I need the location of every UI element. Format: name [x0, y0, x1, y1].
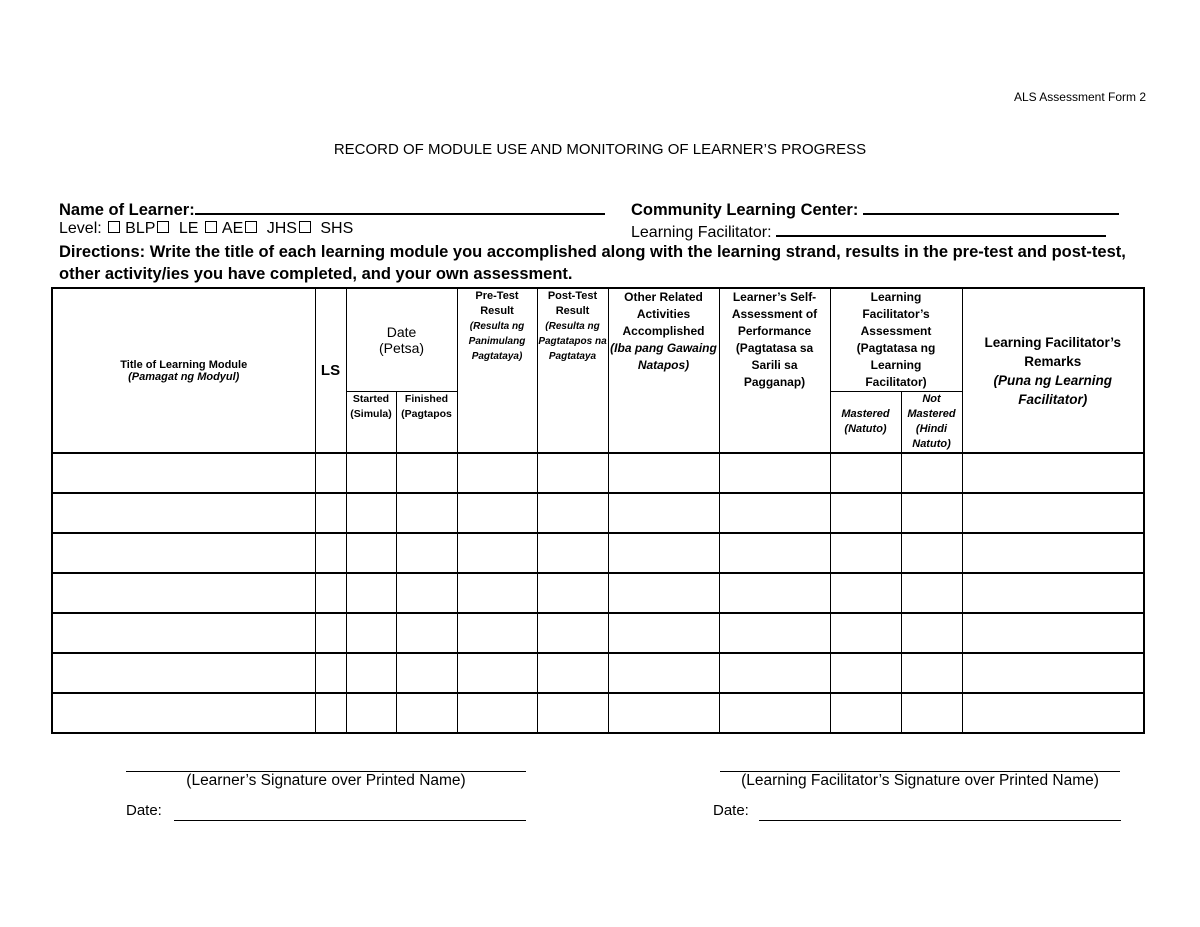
- facilitator-date-line[interactable]: [759, 820, 1121, 821]
- header-date-sub: (Petsa): [378, 340, 425, 356]
- header-other: [608, 288, 719, 453]
- cell-other[interactable]: [608, 653, 719, 693]
- level-option-shs: SHS: [320, 220, 354, 237]
- cell-started[interactable]: [346, 453, 396, 493]
- cell-pretest[interactable]: [457, 573, 537, 613]
- level-checkbox-le[interactable]: [157, 221, 169, 233]
- cell-started[interactable]: [346, 653, 396, 693]
- cell-title[interactable]: [52, 573, 315, 613]
- cell-posttest[interactable]: [537, 653, 608, 693]
- header-pretest-label: Pre-Test Result: [475, 290, 519, 317]
- header-finished-label: Finished: [404, 393, 449, 405]
- cell-posttest[interactable]: [537, 693, 608, 733]
- cell-ls[interactable]: [315, 653, 346, 693]
- cell-title[interactable]: [52, 693, 315, 733]
- cell-mastered[interactable]: [830, 533, 901, 573]
- level-option-blp: BLP: [125, 220, 156, 237]
- table-body: [52, 453, 1144, 733]
- cell-not-mastered[interactable]: [901, 533, 962, 573]
- cell-not-mastered[interactable]: [901, 653, 962, 693]
- header-self-label: Learner’s Self-Assessment of Performance: [731, 290, 818, 338]
- header-other-label: Other Related Activities Accomplished: [622, 290, 705, 338]
- cell-ls[interactable]: [315, 693, 346, 733]
- cell-remarks[interactable]: [962, 613, 1144, 653]
- header-started-label: Started: [352, 393, 390, 405]
- cell-pretest[interactable]: [457, 493, 537, 533]
- header-row: [52, 288, 1144, 392]
- cell-not-mastered[interactable]: [901, 493, 962, 533]
- level-checkbox-jhs[interactable]: [245, 221, 257, 233]
- header-mastered-label: Mastered: [841, 408, 890, 420]
- cell-ls[interactable]: [315, 613, 346, 653]
- cell-ls[interactable]: [315, 453, 346, 493]
- header-finished-sub: (Pagtapos: [401, 408, 452, 420]
- facilitator-label: Learning Facilitator:: [631, 224, 772, 241]
- cell-mastered[interactable]: [830, 453, 901, 493]
- cell-title[interactable]: [52, 493, 315, 533]
- header-self: [719, 288, 830, 453]
- header-remarks-label: Learning Facilitator’s Remarks: [984, 334, 1122, 369]
- cell-not-mastered[interactable]: [901, 613, 962, 653]
- cell-pretest[interactable]: [457, 613, 537, 653]
- cell-remarks[interactable]: [962, 533, 1144, 573]
- cell-remarks[interactable]: [962, 653, 1144, 693]
- cell-posttest[interactable]: [537, 493, 608, 533]
- table-row: [52, 533, 1144, 573]
- header-title-sub: (Pamagat ng Modyul): [128, 370, 240, 383]
- header-self-sub: (Pagtatasa sa Sarili sa Pagganap): [735, 341, 814, 389]
- level-checkbox-blp[interactable]: [108, 221, 120, 233]
- cell-pretest[interactable]: [457, 533, 537, 573]
- header-ls: LS: [315, 288, 346, 453]
- table-row: [52, 453, 1144, 493]
- header-not-mastered: [901, 392, 962, 454]
- cell-other[interactable]: [608, 613, 719, 653]
- cell-title[interactable]: [52, 613, 315, 653]
- level-label: Level:: [59, 220, 102, 237]
- cell-posttest[interactable]: [537, 573, 608, 613]
- form-number: ALS Assessment Form 2: [1013, 90, 1146, 104]
- cell-self[interactable]: [719, 453, 830, 493]
- header-not-mastered-label: Not Mastered: [907, 393, 956, 420]
- cell-self[interactable]: [719, 613, 830, 653]
- cell-remarks[interactable]: [962, 693, 1144, 733]
- cell-posttest[interactable]: [537, 613, 608, 653]
- cell-remarks[interactable]: [962, 493, 1144, 533]
- clc-row: [631, 198, 1119, 220]
- name-label: Name of Learner:: [59, 201, 195, 219]
- header-posttest-sub: (Resulta ng Pagtatapos na Pagtataya: [538, 321, 607, 362]
- cell-ls[interactable]: [315, 533, 346, 573]
- cell-other[interactable]: [608, 693, 719, 733]
- table-row: [52, 653, 1144, 693]
- cell-started[interactable]: [346, 573, 396, 613]
- clc-field[interactable]: [863, 198, 1119, 215]
- header-date-label: Date: [386, 324, 417, 340]
- cell-finished[interactable]: [396, 653, 457, 693]
- facilitator-field[interactable]: [776, 220, 1106, 237]
- header-facilitator-label: Learning Facilitator’s Assessment: [860, 290, 932, 338]
- cell-not-mastered[interactable]: [901, 453, 962, 493]
- header-pretest-sub: (Resulta ng Panimulang Pagtataya): [468, 321, 526, 362]
- cell-not-mastered[interactable]: [901, 693, 962, 733]
- table-row: [52, 493, 1144, 533]
- facilitator-signature-label: (Learning Facilitator’s Signature over Printed Name): [741, 772, 1099, 789]
- cell-other[interactable]: [608, 573, 719, 613]
- cell-mastered[interactable]: [830, 573, 901, 613]
- cell-finished[interactable]: [396, 493, 457, 533]
- cell-mastered[interactable]: [830, 693, 901, 733]
- cell-remarks[interactable]: [962, 453, 1144, 493]
- cell-pretest[interactable]: [457, 693, 537, 733]
- cell-not-mastered[interactable]: [901, 573, 962, 613]
- learner-signature-label: (Learner’s Signature over Printed Name): [186, 772, 466, 789]
- level-row: [59, 220, 353, 238]
- cell-mastered[interactable]: [830, 493, 901, 533]
- header-remarks-sub: (Puna ng Learning Facilitator): [993, 372, 1112, 407]
- cell-pretest[interactable]: [457, 653, 537, 693]
- cell-mastered[interactable]: [830, 653, 901, 693]
- header-posttest: [537, 288, 608, 453]
- directions: Directions: Write the title of each learning module you accomplished along with the learning strand, results in the pre-test and post-test, other activity/ies you have completed, and your own assessment.: [59, 243, 1126, 283]
- level-option-le: LE: [178, 220, 199, 237]
- facilitator-date-label: Date:: [713, 802, 749, 819]
- page-title: RECORD OF MODULE USE AND MONITORING OF LEARNER’S PROGRESS: [333, 141, 867, 158]
- name-row: [59, 198, 605, 220]
- cell-ls[interactable]: [315, 573, 346, 613]
- cell-self[interactable]: [719, 533, 830, 573]
- level-checkbox-ae[interactable]: [205, 221, 217, 233]
- header-mastered: [830, 392, 901, 454]
- cell-self[interactable]: [719, 493, 830, 533]
- header-facilitator: [830, 288, 962, 392]
- header-started-sub: (Simula): [350, 408, 392, 420]
- name-field[interactable]: [195, 198, 605, 215]
- table-row: [52, 693, 1144, 733]
- cell-other[interactable]: [608, 453, 719, 493]
- cell-finished[interactable]: [396, 453, 457, 493]
- header-mastered-sub: (Natuto): [844, 423, 887, 435]
- cell-pretest[interactable]: [457, 453, 537, 493]
- header-remarks: [962, 288, 1144, 453]
- header-facilitator-sub: (Pagtatasa ng Learning Facilitator): [856, 341, 936, 389]
- cell-started[interactable]: [346, 693, 396, 733]
- cell-title[interactable]: [52, 453, 315, 493]
- header-title: [52, 288, 315, 453]
- header-finished: [396, 392, 457, 454]
- cell-other[interactable]: [608, 493, 719, 533]
- cell-finished[interactable]: [396, 573, 457, 613]
- cell-ls[interactable]: [315, 493, 346, 533]
- header-date: [346, 288, 457, 392]
- cell-title[interactable]: [52, 533, 315, 573]
- header-pretest: [457, 288, 537, 453]
- level-checkbox-shs[interactable]: [299, 221, 311, 233]
- level-option-jhs: JHS: [266, 220, 297, 237]
- table-row: [52, 613, 1144, 653]
- cell-self[interactable]: [719, 653, 830, 693]
- cell-started[interactable]: [346, 533, 396, 573]
- cell-posttest[interactable]: [537, 453, 608, 493]
- cell-self[interactable]: [719, 573, 830, 613]
- header-other-sub: (Iba pang Gawaing Natapos): [610, 341, 717, 372]
- cell-title[interactable]: [52, 653, 315, 693]
- header-not-mastered-sub: (Hindi Natuto): [912, 423, 951, 450]
- header-title-label: Title of Learning Module: [120, 358, 248, 371]
- level-option-ae: AE: [221, 220, 244, 237]
- cell-finished[interactable]: [396, 693, 457, 733]
- learner-date-line[interactable]: [174, 820, 526, 821]
- cell-finished[interactable]: [396, 613, 457, 653]
- learner-date-label: Date:: [126, 802, 162, 819]
- module-table: [51, 287, 1145, 734]
- cell-other[interactable]: [608, 533, 719, 573]
- cell-self[interactable]: [719, 693, 830, 733]
- clc-label: Community Learning Center:: [631, 201, 859, 219]
- header-started: [346, 392, 396, 454]
- cell-remarks[interactable]: [962, 573, 1144, 613]
- cell-started[interactable]: [346, 613, 396, 653]
- cell-posttest[interactable]: [537, 533, 608, 573]
- table-row: [52, 573, 1144, 613]
- header-posttest-label: Post-Test Result: [547, 290, 598, 317]
- facilitator-row: [631, 220, 1106, 242]
- cell-finished[interactable]: [396, 533, 457, 573]
- cell-mastered[interactable]: [830, 613, 901, 653]
- cell-started[interactable]: [346, 493, 396, 533]
